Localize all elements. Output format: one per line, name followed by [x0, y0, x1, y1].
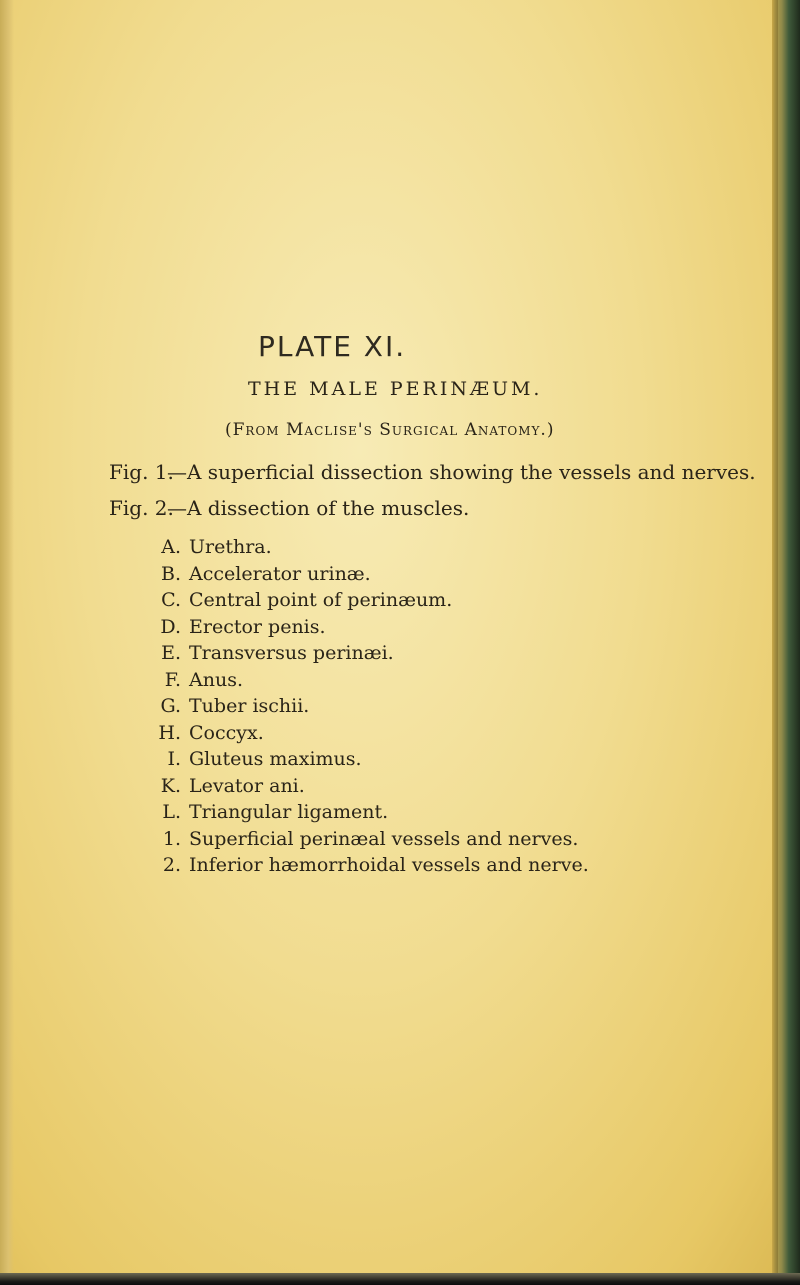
- legend-item: [147, 561, 589, 588]
- legend-item: [147, 614, 589, 641]
- legend-key: F.: [164, 668, 181, 691]
- legend-item: [147, 746, 589, 773]
- legend-text: Anus.: [189, 668, 243, 691]
- figure-label: Fig. 1.: [109, 460, 174, 484]
- legend-key: C.: [161, 589, 181, 611]
- figure-caption-1: [109, 460, 756, 484]
- legend-item: [147, 640, 589, 667]
- legend-text: Urethra.: [189, 536, 272, 558]
- legend-item: [147, 534, 589, 561]
- legend-text: Triangular ligament.: [189, 801, 389, 823]
- legend-text: Central point of perinæum.: [189, 589, 453, 611]
- legend-text: Coccyx.: [189, 721, 264, 744]
- legend-text: Inferior hæmorrhoidal vessels and nerve.: [189, 854, 589, 876]
- legend-text: Erector penis.: [189, 615, 326, 638]
- figure-label: Fig. 2.: [109, 496, 174, 520]
- legend-key: L.: [162, 801, 181, 823]
- legend-key: K.: [160, 774, 181, 797]
- legend-item: [147, 773, 589, 800]
- legend-item: [147, 667, 589, 694]
- legend-text: Gluteus maximus.: [189, 748, 362, 770]
- page-bottom-edge: [0, 1273, 800, 1285]
- legend-key: D.: [160, 615, 181, 638]
- page-left-edge: [0, 0, 14, 1285]
- figure-caption-2: [109, 496, 469, 520]
- legend-item: [147, 587, 589, 614]
- legend-key: 1.: [162, 827, 181, 850]
- figure-caption-text: —A superficial dissection showing the vessels and nerves.: [167, 460, 756, 484]
- legend-key: A.: [161, 536, 181, 558]
- legend-text: Tuber ischii.: [189, 695, 310, 717]
- legend-item: [147, 852, 589, 879]
- plate-title: PLATE XI.: [258, 330, 407, 363]
- legend-key: 2.: [162, 854, 181, 876]
- legend-item: [147, 720, 589, 747]
- legend-item: [147, 826, 589, 853]
- figure-caption-text: —A dissection of the muscles.: [167, 496, 470, 520]
- legend-text: Accelerator urinæ.: [189, 562, 371, 585]
- legend-key: H.: [158, 721, 181, 744]
- legend-key: I.: [167, 748, 181, 770]
- spine-shadow: [772, 0, 778, 1285]
- legend-item: [147, 799, 589, 826]
- plate-source: (From Maclise's Surgical Anatomy.): [225, 420, 555, 440]
- legend-text: Transversus perinæi.: [189, 642, 394, 664]
- legend-text: Superficial perinæal vessels and nerves.: [189, 827, 579, 850]
- legend-key: E.: [161, 642, 181, 664]
- legend-key: G.: [160, 695, 181, 717]
- legend-text: Levator ani.: [189, 774, 305, 797]
- legend-item: [147, 693, 589, 720]
- legend-key: B.: [160, 562, 181, 585]
- plate-subtitle: THE MALE PERINÆUM.: [248, 378, 543, 400]
- legend-list: [147, 534, 589, 879]
